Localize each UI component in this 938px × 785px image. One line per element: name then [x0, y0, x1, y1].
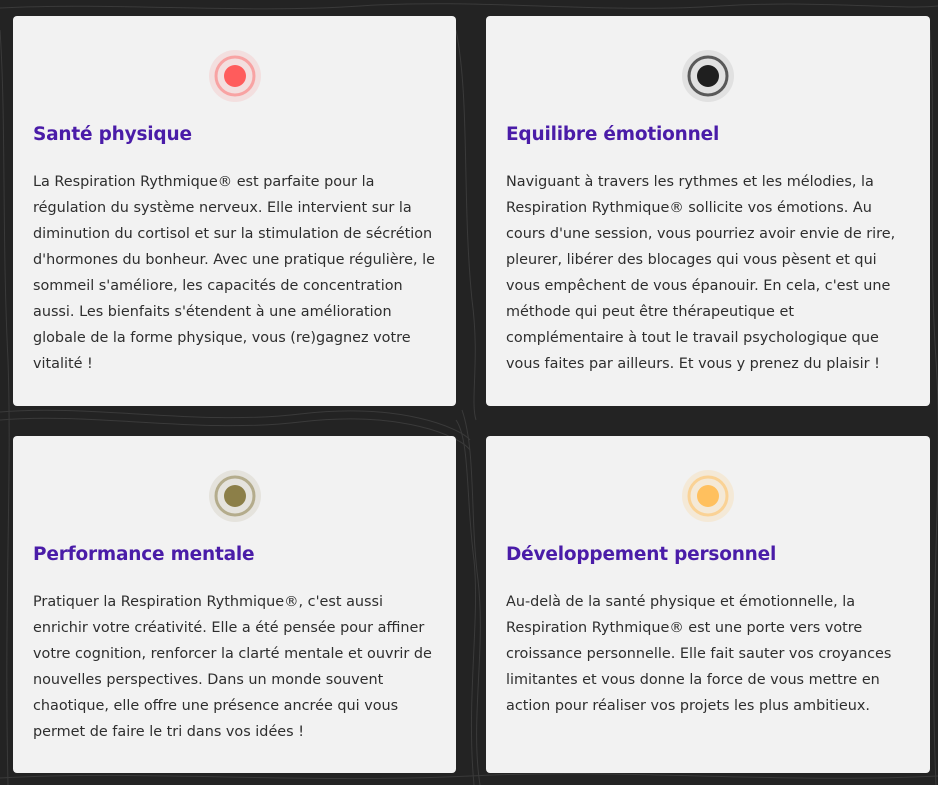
card-title: Equilibre émotionnel — [506, 124, 720, 145]
card-description: Naviguant à travers les rythmes et les mélodies, la Respiration Rythmique® sollicite vos émotions. Au cours d'une session, vous pourriez avoir envie de rire, pleurer, libérer des blocages qui vous pèsent et qui vous empêchent de vous épanouir. En cela, c'est une méthode qui peut être thérapeutique et complémentaire à tout le travail psychologique que vous faites par ailleurs. Et vous y prenez du plaisir ! — [506, 174, 896, 372]
card-description: La Respiration Rythmique® est parfaite pour la régulation du système nerveux. Elle intervient sur la diminution du cortisol et sur la stimulation de sécrétion d'hormones du bonheur. Avec une pratique régulière, le sommeil s'améliore, les capacités de concentration aussi. Les bienfaits s'étendent à une amélioration globale de la forme physique, vous (re)gagnez votre vitalité ! — [33, 174, 436, 372]
card-performance-mentale — [13, 436, 456, 773]
card-developpement-personnel — [486, 436, 930, 773]
card-description: Au-delà de la santé physique et émotionnelle, la Respiration Rythmique® est une porte vers votre croissance personnelle. Elle fait sauter vos croyances limitantes et vous donne la force de vous mettre en action pour réaliser vos projets les plus ambitieux. — [506, 594, 892, 714]
card-description: Pratiquer la Respiration Rythmique®, c'est aussi enrichir votre créativité. Elle a été pensée pour affiner votre cognition, renforcer la clarté mentale et ouvrir de nouvelles perspectives. Dans un monde souvent chaotique, elle offre une présence ancrée qui vous permet de faire le tri dans vos idées ! — [33, 594, 432, 740]
olive-target-icon — [207, 468, 263, 524]
card-title: Développement personnel — [506, 544, 777, 565]
card-title: Santé physique — [33, 124, 192, 145]
red-target-icon — [207, 48, 263, 104]
card-title: Performance mentale — [33, 544, 255, 565]
card-sante-physique — [13, 16, 456, 406]
card-equilibre-emotionnel — [486, 16, 930, 406]
black-target-icon — [680, 48, 736, 104]
orange-target-icon — [680, 468, 736, 524]
